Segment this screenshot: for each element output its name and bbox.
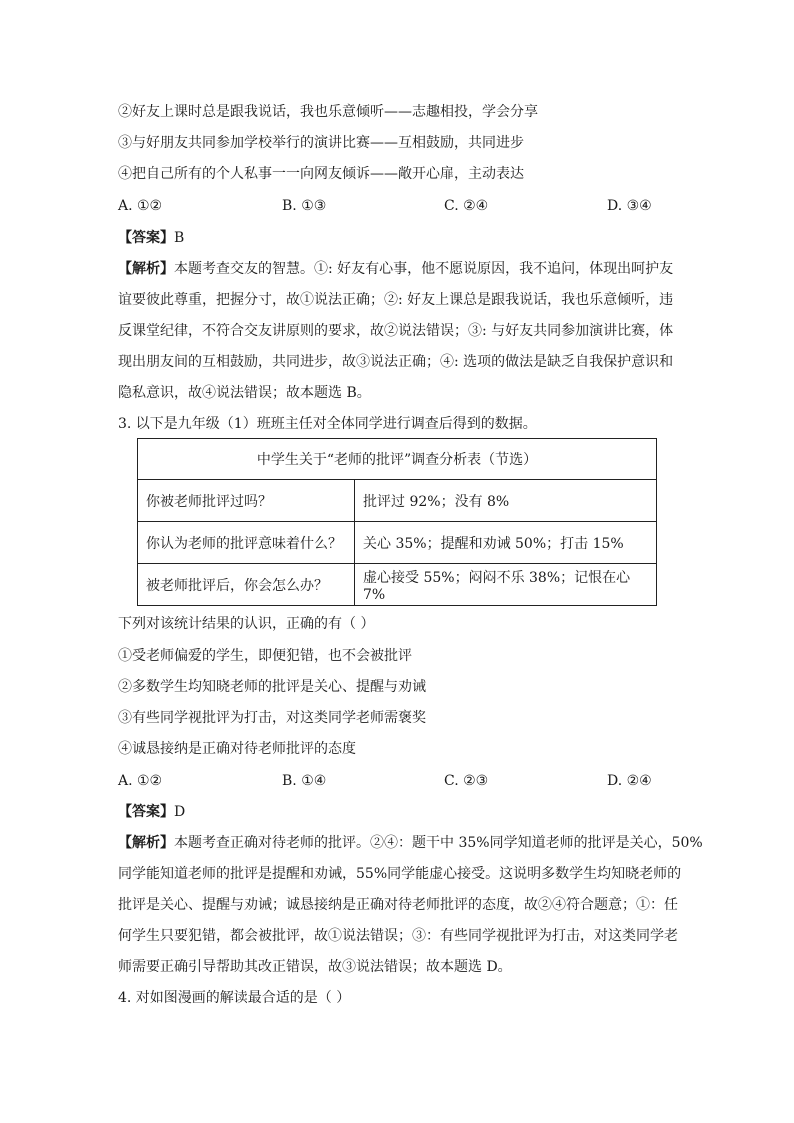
q2-analysis-tag: 【解析】	[118, 261, 174, 277]
q3-analysis-line: 何学生只要犯错，都会被批评，故①说法错误；③：有些同学视批评为打击，对这类同学老	[118, 928, 678, 944]
survey-table-title-row	[138, 439, 657, 480]
q2-answer-tag: 【答案】	[118, 230, 174, 246]
q2-option-d: D. ③④	[607, 198, 652, 214]
q2-analysis-line: 现出朋友间的互相鼓励，共同进步，故③说法正确；④: 选项的做法是缺乏自我保护意识和	[118, 354, 674, 370]
survey-answer-cell: 虚心接受 55%；闷闷不乐 38%；记恨在心 7%	[355, 564, 657, 606]
survey-question-cell: 你被老师批评过吗？	[138, 480, 355, 522]
q2-statement-3: ③与好朋友共同参加学校举行的演讲比赛——互相鼓励，共同进步	[118, 135, 524, 151]
q3-analysis-line: 师需要正确引导帮助其改正错误，故③说法错误；故本题选 D。	[118, 959, 512, 975]
q3-analysis-tag: 【解析】	[118, 835, 174, 851]
q3-analysis-line: 本题考查正确对待老师的批评。②④：题干中 35%同学知道老师的批评是关心，50%	[174, 835, 703, 851]
q2-answer	[118, 228, 184, 248]
q3-option-c: C. ②③	[444, 773, 489, 789]
q2-option-b: B. ①③	[282, 198, 327, 214]
q3-analysis-line: 同学能知道老师的批评是提醒和劝诫，55%同学能虚心接受。这说明多数学生均知晓老师的	[118, 866, 682, 882]
q2-analysis-line: 隐私意识，故④说法错误；故本题选 B。	[118, 385, 371, 401]
survey-table-title: 中学生关于“老师的批评”调查分析表（节选）	[138, 439, 657, 480]
q3-statement-1: ①受老师偏爱的学生，即便犯错，也不会被批评	[118, 648, 412, 664]
q2-statement-2: ②好友上课时总是跟我说话，我也乐意倾听——志趣相投，学会分享	[118, 104, 538, 120]
q2-option-c: C. ②④	[444, 198, 489, 214]
q3-option-d: D. ②④	[607, 773, 652, 789]
survey-question-cell: 你认为老师的批评意味着什么？	[138, 522, 355, 564]
q3-option-b: B. ①④	[282, 773, 327, 789]
survey-answer-cell: 关心 35%；提醒和劝诫 50%；打击 15%	[355, 522, 657, 564]
q3-analysis-line: 批评是关心、提醒与劝诫；诚恳接纳是正确对待老师批评的态度，故②④符合题意；①：任	[118, 897, 678, 913]
table-row	[138, 522, 657, 564]
q3-stem: 3. 以下是九年级（1）班班主任对全体同学进行调查后得到的数据。	[118, 416, 537, 432]
q2-option-a: A. ①②	[118, 198, 163, 214]
q4-stem: 4. 对如图漫画的解读最合适的是（ ）	[118, 990, 351, 1006]
table-row	[138, 564, 657, 606]
q3-option-a: A. ①②	[118, 773, 163, 789]
q2-analysis	[118, 254, 678, 409]
survey-question-cell: 被老师批评后，你会怎么办？	[138, 564, 355, 606]
q3-analysis	[118, 828, 703, 983]
q2-analysis-line: 本题考查交友的智慧。①: 好友有心事，他不愿说原因，我不追问，体现出呵护友	[174, 261, 674, 277]
q3-statement-3: ③有些同学视批评为打击，对这类同学老师需褒奖	[118, 710, 426, 726]
survey-table	[137, 438, 657, 606]
q2-statement-4: ④把自己所有的个人私事一一向网友倾诉——敞开心扉，主动表达	[118, 166, 524, 182]
q3-answer-tag: 【答案】	[118, 804, 174, 820]
q3-answer-value: D	[174, 804, 186, 820]
q2-analysis-line: 谊要彼此尊重，把握分寸，故①说法正确；②: 好友上课总是跟我说话，我也乐意倾听，违	[118, 292, 674, 308]
table-row	[138, 480, 657, 522]
q3-question: 下列对该统计结果的认识，正确的有（ ）	[118, 616, 375, 632]
q2-answer-value: B	[174, 230, 185, 246]
survey-answer-cell: 批评过 92%；没有 8%	[355, 480, 657, 522]
q2-analysis-line: 反课堂纪律，不符合交友讲原则的要求，故②说法错误；③: 与好友共同参加演讲比赛，体	[118, 323, 674, 339]
q3-statement-2: ②多数学生均知晓老师的批评是关心、提醒与劝诫	[118, 679, 426, 695]
q3-answer	[118, 802, 185, 822]
q3-statement-4: ④诚恳接纳是正确对待老师批评的态度	[118, 741, 356, 757]
